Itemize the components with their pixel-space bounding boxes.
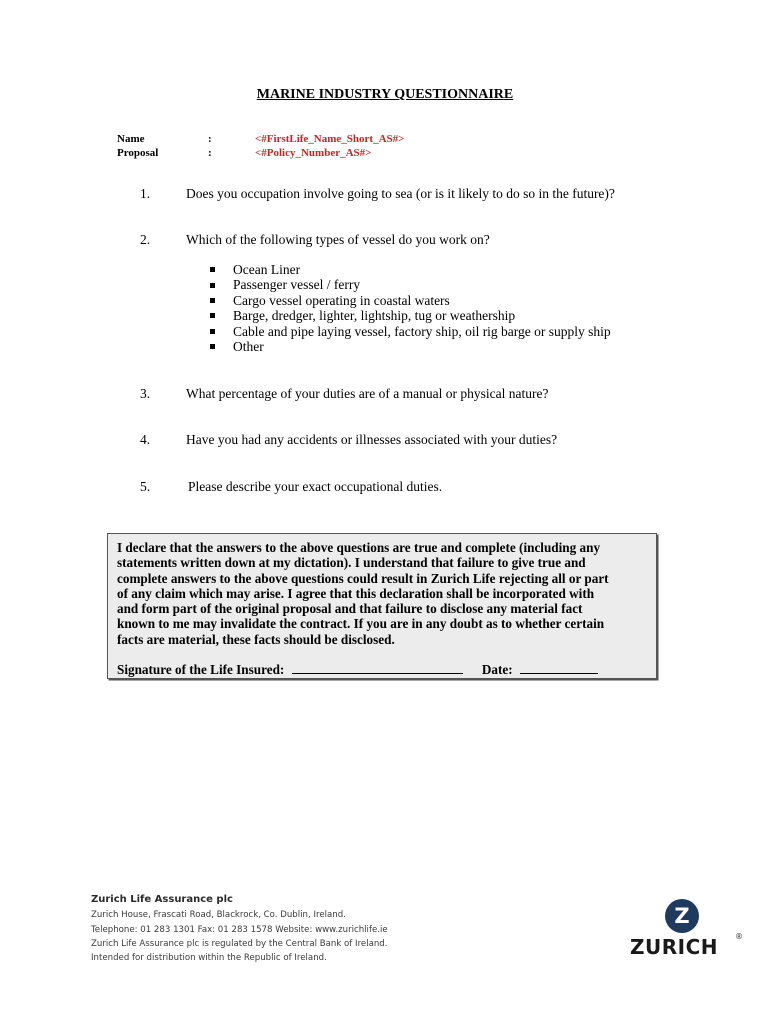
- bullet-icon: [210, 267, 215, 272]
- option-label: Barge, dredger, lighter, lightship, tug or weathership: [233, 308, 516, 324]
- declaration-line: and form part of the original proposal and that failure to disclose any material fact: [117, 601, 583, 617]
- question-text: Which of the following types of vessel do you work on?: [186, 232, 490, 247]
- header-fields: [117, 132, 404, 160]
- option-label: Cable and pipe laying vessel, factory ship, oil rig barge or supply ship: [233, 323, 611, 339]
- declaration-line: complete answers to the above questions could result in Zurich Life rejecting all or part: [117, 570, 609, 586]
- declaration-line: facts are material, these facts should be disclosed.: [117, 631, 395, 647]
- question-text: Does you occupation involve going to sea (or is it likely to do so in the future)?: [186, 186, 615, 201]
- bullet-icon: [210, 329, 215, 334]
- option-label: Cargo vessel operating in coastal waters: [233, 292, 450, 308]
- list-item: [210, 339, 611, 354]
- question-number: 2.: [140, 232, 151, 247]
- proposal-label: Proposal: [117, 147, 159, 159]
- list-item: [210, 293, 611, 308]
- bullet-icon: [210, 283, 215, 288]
- footer-contact: Telephone: 01 283 1301 Fax: 01 283 1578 Website: www.zurichlife.ie: [91, 924, 388, 935]
- option-label: Ocean Liner: [233, 262, 301, 277]
- name-value: <#FirstLife_Name_Short_AS#>: [255, 133, 405, 145]
- footer: [91, 893, 388, 965]
- signature-label: Signature of the Life Insured:: [117, 662, 285, 678]
- question-number: 4.: [140, 432, 151, 447]
- footer-distribution: Intended for distribution within the Republic of Ireland.: [91, 953, 327, 964]
- footer-company: Zurich Life Assurance plc: [91, 894, 233, 905]
- bullet-icon: [210, 313, 215, 318]
- question-1: [140, 186, 615, 202]
- declaration-text: [117, 540, 656, 647]
- signature-row: [117, 662, 656, 677]
- name-colon: :: [208, 133, 212, 145]
- footer-regulation: Zurich Life Assurance plc is regulated by the Central Bank of Ireland.: [91, 938, 388, 949]
- name-field-row: [117, 132, 404, 146]
- list-item: [210, 277, 611, 292]
- option-label: Passenger vessel / ferry: [233, 277, 361, 293]
- declaration-line: I declare that the answers to the above questions are true and complete (including any: [117, 540, 601, 555]
- question-number: 5.: [140, 479, 151, 494]
- registered-mark: ®: [735, 932, 743, 941]
- proposal-field-row: [117, 146, 404, 160]
- question-text: What percentage of your duties are of a manual or physical nature?: [186, 386, 549, 401]
- question-text: Please describe your exact occupational duties.: [188, 479, 443, 494]
- logo-mark: Z: [674, 904, 690, 928]
- question-4: [140, 432, 557, 448]
- question-number: 1.: [140, 186, 151, 201]
- bullet-icon: [210, 298, 215, 303]
- logo-text: ZURICH: [630, 935, 718, 959]
- vessel-options-list: [210, 262, 611, 354]
- question-number: 3.: [140, 386, 151, 401]
- declaration-box: [107, 533, 657, 679]
- question-5: [140, 479, 442, 495]
- proposal-value: <#Policy_Number_AS#>: [255, 147, 372, 159]
- declaration-line: of any claim which may arise. I agree that this declaration shall be incorporated with: [117, 585, 595, 601]
- name-label: Name: [117, 133, 145, 145]
- date-label: Date:: [481, 662, 513, 678]
- signature-line[interactable]: [292, 662, 463, 674]
- option-label: Other: [233, 339, 264, 355]
- list-item: [210, 324, 611, 339]
- proposal-colon: :: [208, 147, 212, 159]
- declaration-line: statements written down at my dictation). I understand that failure to give true and: [117, 555, 586, 571]
- page-title: MARINE INDUSTRY QUESTIONNAIRE: [256, 87, 514, 102]
- bullet-icon: [210, 344, 215, 349]
- date-line[interactable]: [520, 662, 598, 674]
- declaration-line: known to me may invalidate the contract. If you are in any doubt as to whether certain: [117, 616, 605, 632]
- list-item: [210, 308, 611, 323]
- footer-address: Zurich House, Frascati Road, Blackrock, Co. Dublin, Ireland.: [91, 910, 346, 921]
- question-2: [140, 232, 490, 248]
- question-text: Have you had any accidents or illnesses associated with your duties?: [186, 432, 558, 447]
- question-3: [140, 386, 548, 402]
- list-item: [210, 262, 611, 277]
